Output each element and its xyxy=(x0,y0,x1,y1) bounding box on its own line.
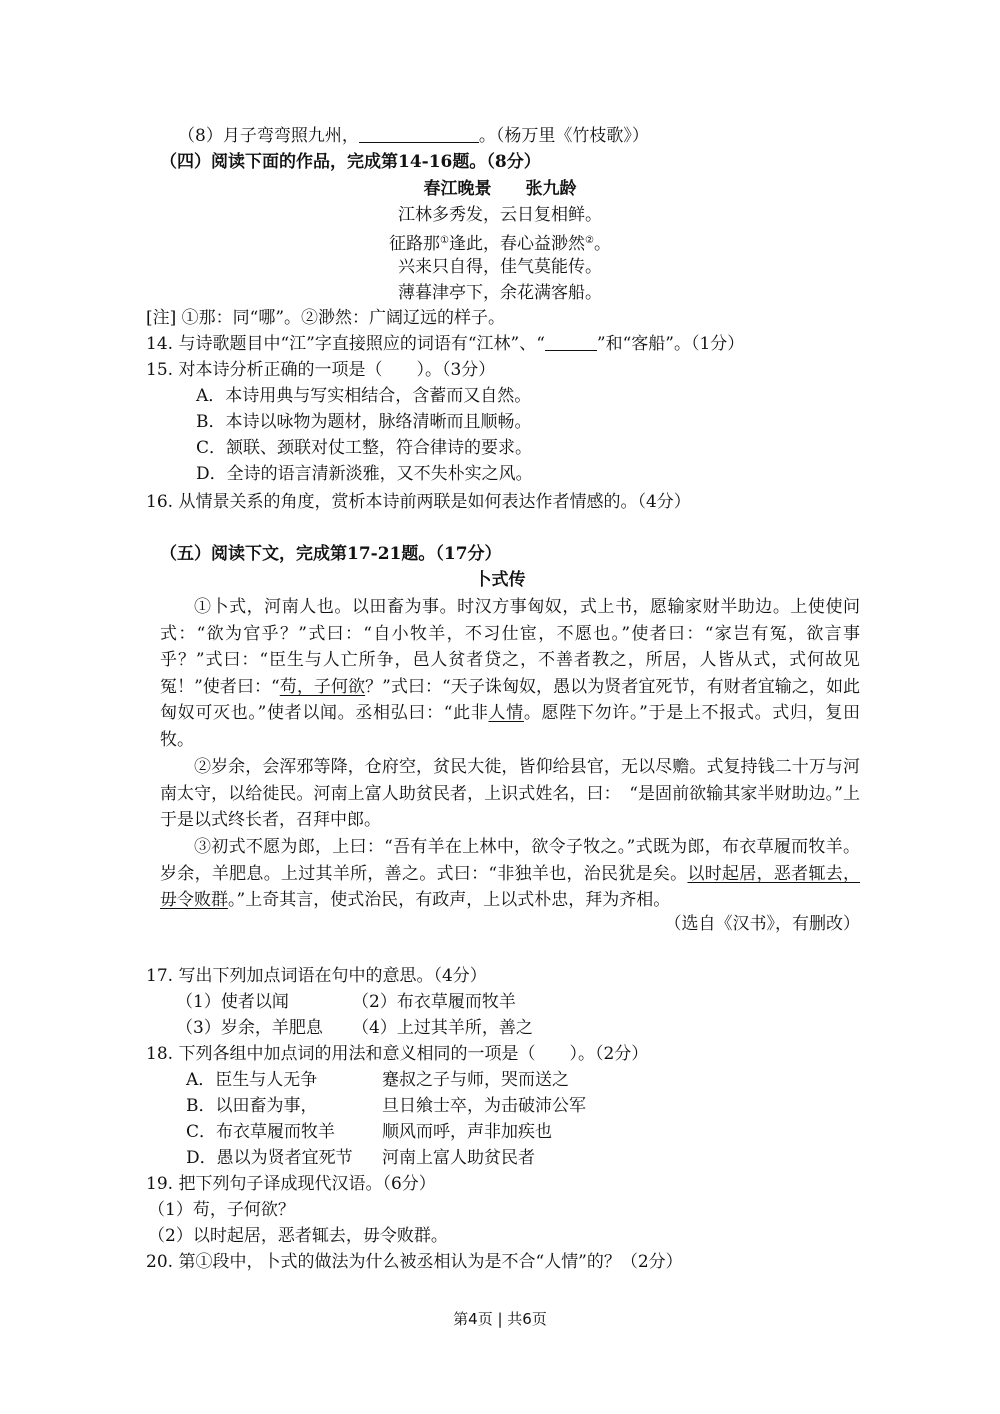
poem-line-2: 征路那①逢此，春心益渺然②。 xyxy=(389,234,611,254)
question-15: 15. 对本诗分析正确的一项是（ ）。（3分） xyxy=(146,360,496,380)
q17-item-2: （2）布衣草履而牧羊 xyxy=(352,992,516,1012)
poem-title-line xyxy=(0,176,1000,202)
poem-author: 张九龄 xyxy=(525,179,577,199)
q19-item-1: （1）苟，子何欲？ xyxy=(148,1200,295,1220)
q18-option-c: C．布衣草履而牧羊 xyxy=(186,1122,336,1142)
question-18: 18. 下列各组中加点词的用法和意义相同的一项是（ ）。（2分） xyxy=(146,1044,649,1064)
q17-item-3: （3）岁余，羊肥息 xyxy=(176,1018,323,1038)
q18-option-b-pair: 旦日飨士卒，为击破沛公军 xyxy=(382,1096,586,1116)
line8-suffix: 。（杨万里《竹枝歌》） xyxy=(478,126,649,146)
q18-option-d-pair: 河南上富人助贫民者 xyxy=(382,1148,535,1168)
passage-title: 卜式传 xyxy=(474,570,526,590)
note-mark-2: ② xyxy=(585,235,594,246)
question-14: 14. 与诗歌题目中“江”字直接照应的词语有“江林”、“ ”和“客船”。（1分） xyxy=(146,334,745,354)
passage-paragraph-2: ②岁余，会浑邪等降，仓府空，贫民大徙，皆仰给县官，无以尽赡。式复持钱二十万与河南太守，以给徙民。河南上富人助贫民者，上识式姓名，曰： “是固前欲输其家半财助边。”上于是以式终长者，召拜中郎。 xyxy=(160,757,860,830)
question-20: 20. 第①段中，卜式的做法为什么被丞相认为是不合“人情”的？（2分） xyxy=(146,1252,683,1272)
q17-item-4: （4）上过其羊所，善之 xyxy=(352,1018,533,1038)
q15-option-c: C．颔联、颈联对仗工整，符合律诗的要求。 xyxy=(196,438,533,458)
q18-option-a: A．臣生与人无争 xyxy=(186,1070,318,1090)
answer-blank xyxy=(359,124,479,143)
q18-option-d: D．愚以为贤者宜死节 xyxy=(186,1148,353,1168)
poem-title: 春江晚景 xyxy=(423,179,492,199)
line8-prefix: （8）月子弯弯照九州， xyxy=(178,126,359,146)
recitation-line-8 xyxy=(178,124,649,148)
q17-item-1: （1）使者以闻 xyxy=(176,992,289,1012)
section4-heading: （四）阅读下面的作品，完成第14-16题。（8分） xyxy=(160,152,541,172)
poem-line-3: 兴来只自得，佳气莫能传。 xyxy=(398,257,602,277)
answer-blank xyxy=(545,332,597,351)
q18-option-a-pair: 蹇叔之子与师，哭而送之 xyxy=(382,1070,569,1090)
poem-note: [注] ①那：同“哪”。②渺然：广阔辽远的样子。 xyxy=(146,308,506,328)
passage-paragraph-1: ①卜式，河南人也。以田畜为事。时汉方事匈奴，式上书，愿输家财半助边。上使使问式：“欲为官乎？”式曰：“自小牧羊，不习仕宦，不愿也。”使者曰：“家岂有冤，欲言事乎？”式曰：“臣生与人亡所争，邑人贫者贷之，不善者教之，所居，人皆从式，式何故见冤！”使者曰：“苟，子何欲？”式曰：“天子诛匈奴，愚以为贤者宜死节，有财者宜输之，如此匈奴可灭也。”使者以闻。丞相弘曰：“此非人情。愿陛下勿许。”于是上不报式。式归，复田牧。 xyxy=(160,597,861,750)
q15-option-b: B．本诗以咏物为题材，脉络清晰而且顺畅。 xyxy=(196,412,532,432)
passage-paragraph-3: ③初式不愿为郎，上曰：“吾有羊在上林中，欲令子牧之。”式既为郎，布衣草履而牧羊。岁余，羊肥息。上过其羊所，善之。式曰：“非独羊也，治民犹是矣。以时起居，恶者辄去，毋令败群。”上奇其言，使式治民，有政声，上以式朴忠，拜为齐相。 xyxy=(160,837,860,910)
poem-line-4: 薄暮津亭下，余花满客船。 xyxy=(398,283,602,303)
underlined-phrase-renqing: 人情 xyxy=(488,703,524,723)
question-19: 19. 把下列句子译成现代汉语。（6分） xyxy=(146,1174,436,1194)
q15-option-a: A．本诗用典与写实相结合，含蓄而又自然。 xyxy=(196,386,532,406)
q18-option-c-pair: 顺风而呼，声非加疾也 xyxy=(382,1122,552,1142)
underlined-sentence: 以时起居，恶者辄去，毋令败群 xyxy=(160,863,860,910)
q19-item-2: （2）以时起居，恶者辄去，毋令败群。 xyxy=(148,1226,448,1246)
passage-source: （选自《汉书》，有删改） xyxy=(664,914,860,934)
q15-option-d: D．全诗的语言清新淡雅，又不失朴实之风。 xyxy=(196,464,533,484)
q18-option-b: B．以田畜为事， xyxy=(186,1096,318,1116)
note-mark-1: ① xyxy=(440,235,449,246)
section5-heading: （五）阅读下文，完成第17-21题。（17分） xyxy=(160,544,502,564)
question-17: 17. 写出下列加点词语在句中的意思。（4分） xyxy=(146,966,487,986)
underlined-phrase-1: 苟，子何欲 xyxy=(279,676,366,697)
question-16: 16. 从情景关系的角度，赏析本诗前两联是如何表达作者情感的。（4分） xyxy=(146,492,691,512)
poem-line-1: 江林多秀发，云日复相鲜。 xyxy=(398,205,602,225)
page-footer: 第4页 | 共6页 xyxy=(453,1310,547,1328)
